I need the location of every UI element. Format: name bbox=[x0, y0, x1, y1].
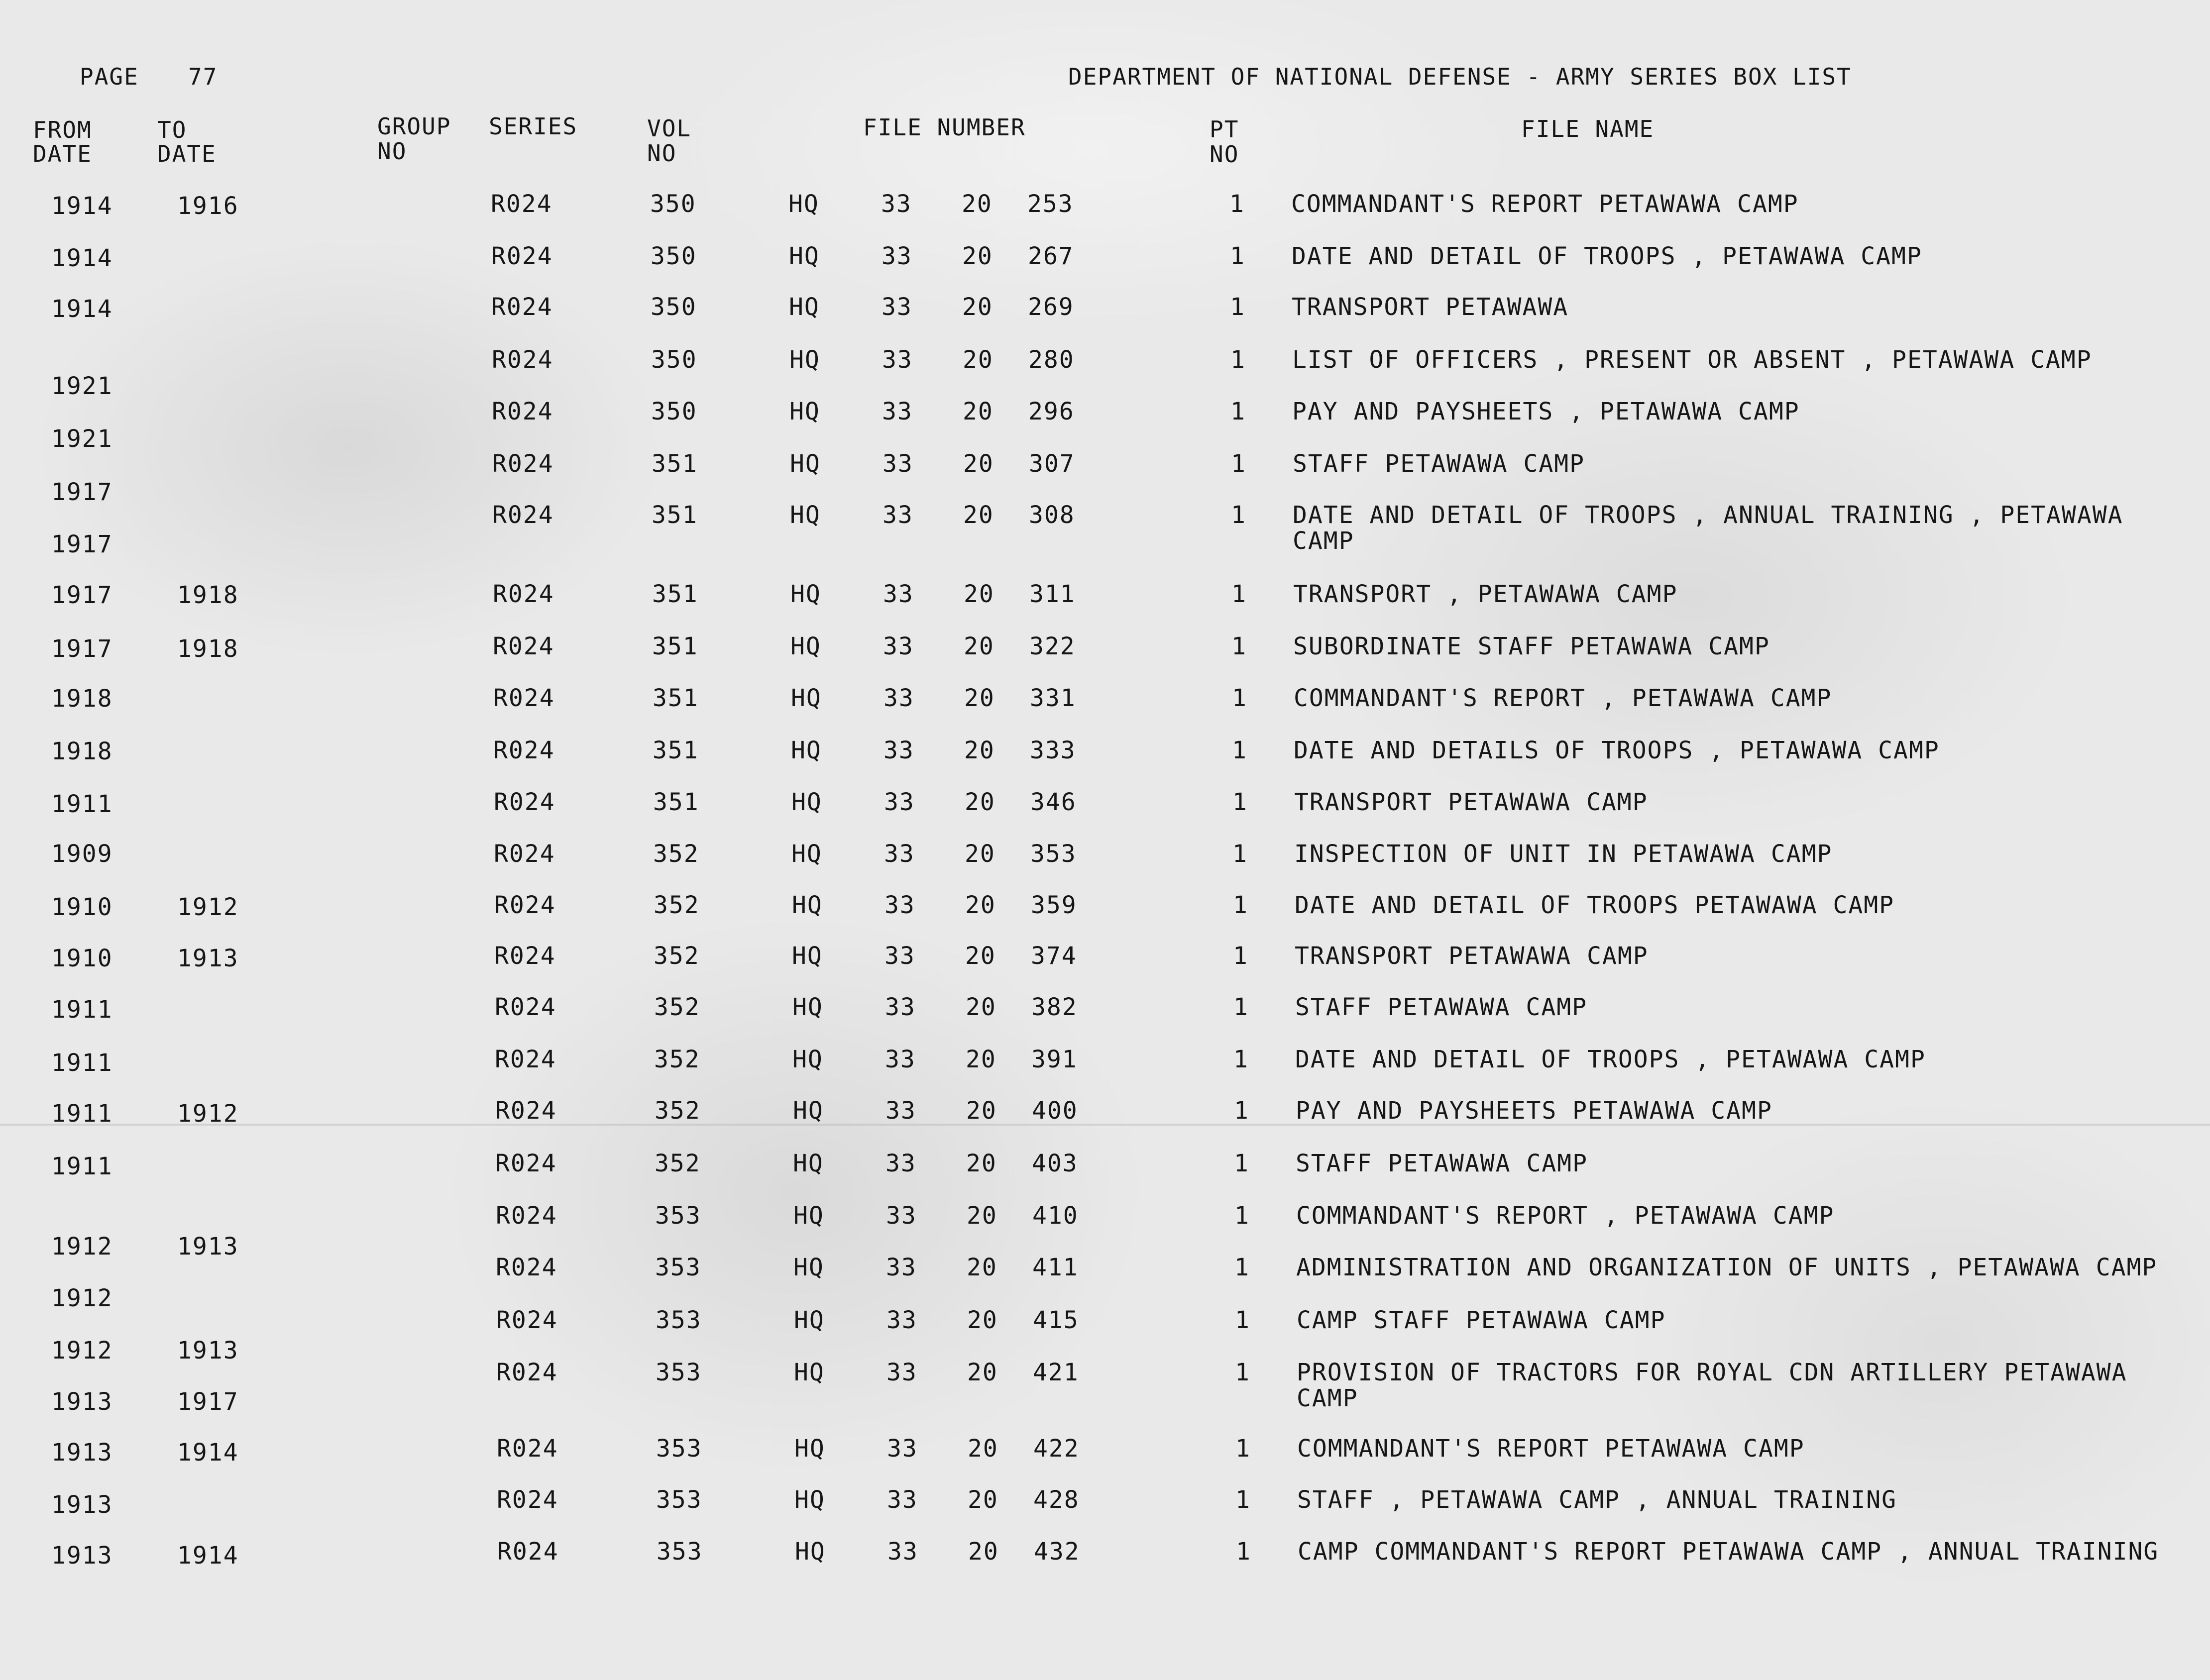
col-group-no-line2: NO bbox=[377, 138, 407, 165]
from-date: 1909 bbox=[51, 840, 113, 868]
vol-cell: 350 bbox=[651, 346, 697, 374]
vol-cell: 350 bbox=[651, 293, 697, 321]
pt-cell: 1 bbox=[1235, 1359, 1250, 1386]
series-cell: R024 bbox=[492, 346, 553, 374]
file-number-part3: 353 bbox=[1030, 840, 1077, 868]
from-date: 1911 bbox=[51, 996, 113, 1024]
vol-cell: 350 bbox=[651, 398, 697, 425]
file-number-part1: 33 bbox=[882, 293, 912, 321]
file-name-cell: DATE AND DETAILS OF TROOPS , PETAWAWA CAMP bbox=[1294, 736, 1940, 764]
from-date: 1911 bbox=[51, 790, 113, 818]
pt-cell: 1 bbox=[1229, 190, 1245, 218]
hq-cell: HQ bbox=[791, 788, 822, 816]
file-number-part1: 33 bbox=[886, 1359, 917, 1386]
series-cell: R024 bbox=[495, 1150, 557, 1177]
series-cell: R024 bbox=[497, 1435, 558, 1463]
file-name-cell: DATE AND DETAIL OF TROOPS , PETAWAWA CAMP bbox=[1292, 242, 1922, 270]
to-date: 1914 bbox=[177, 1542, 239, 1570]
pt-cell: 1 bbox=[1235, 1306, 1250, 1334]
col-to-date-line1: TO bbox=[157, 116, 187, 143]
file-number-part2: 20 bbox=[962, 293, 993, 321]
page-label: PAGE bbox=[80, 63, 139, 90]
file-number-part2: 20 bbox=[968, 1435, 998, 1463]
file-number-part1: 33 bbox=[885, 1046, 916, 1073]
file-number-part2: 20 bbox=[965, 891, 996, 919]
col-pt-no-line2: NO bbox=[1210, 141, 1239, 168]
to-date: 1912 bbox=[177, 893, 239, 921]
vol-cell: 353 bbox=[655, 1254, 701, 1281]
hq-cell: HQ bbox=[790, 450, 821, 478]
series-cell: R024 bbox=[496, 1202, 557, 1230]
pt-cell: 1 bbox=[1230, 346, 1246, 374]
series-cell: R024 bbox=[491, 242, 553, 270]
hq-cell: HQ bbox=[792, 942, 823, 970]
file-number-part1: 33 bbox=[886, 1254, 917, 1281]
from-date: 1918 bbox=[51, 685, 113, 713]
hq-cell: HQ bbox=[792, 891, 823, 919]
file-number-part1: 33 bbox=[885, 1150, 916, 1177]
pt-cell: 1 bbox=[1231, 450, 1246, 478]
pt-cell: 1 bbox=[1232, 840, 1248, 868]
file-number-part3: 267 bbox=[1028, 242, 1074, 270]
file-number-part3: 391 bbox=[1031, 1046, 1078, 1073]
pt-cell: 1 bbox=[1234, 1097, 1249, 1125]
pt-cell: 1 bbox=[1233, 993, 1249, 1021]
file-number-part3: 403 bbox=[1032, 1150, 1078, 1177]
vol-cell: 353 bbox=[657, 1538, 703, 1566]
vol-cell: 353 bbox=[656, 1359, 702, 1386]
file-number-part3: 311 bbox=[1029, 580, 1076, 608]
hq-cell: HQ bbox=[788, 190, 819, 218]
file-name-cell: DATE AND DETAIL OF TROOPS , PETAWAWA CAMP bbox=[1295, 1046, 1926, 1073]
series-cell: R024 bbox=[494, 788, 555, 816]
col-file-number: FILE NUMBER bbox=[863, 114, 1026, 141]
to-date: 1916 bbox=[177, 192, 239, 220]
series-cell: R024 bbox=[491, 293, 553, 321]
hq-cell: HQ bbox=[795, 1538, 826, 1566]
file-number-part2: 20 bbox=[963, 346, 994, 374]
vol-cell: 352 bbox=[654, 891, 700, 919]
pt-cell: 1 bbox=[1233, 942, 1248, 970]
series-cell: R024 bbox=[495, 1097, 557, 1125]
series-cell: R024 bbox=[496, 1306, 558, 1334]
vol-cell: 353 bbox=[656, 1486, 702, 1514]
series-cell: R024 bbox=[492, 398, 553, 425]
hq-cell: HQ bbox=[793, 1097, 824, 1125]
vol-cell: 351 bbox=[652, 450, 698, 478]
from-date: 1911 bbox=[51, 1100, 113, 1128]
file-number-part3: 432 bbox=[1034, 1538, 1080, 1566]
file-number-part2: 20 bbox=[967, 1359, 998, 1386]
file-number-part1: 33 bbox=[884, 684, 914, 712]
file-number-part3: 269 bbox=[1028, 293, 1074, 321]
file-name-cell: STAFF PETAWAWA CAMP bbox=[1295, 993, 1588, 1021]
from-date: 1918 bbox=[51, 737, 113, 765]
hq-cell: HQ bbox=[793, 1202, 824, 1230]
from-date: 1917 bbox=[51, 635, 113, 663]
from-date: 1917 bbox=[51, 478, 113, 506]
file-name-cell: ADMINISTRATION AND ORGANIZATION OF UNITS , PETAWAWA CAMP bbox=[1296, 1254, 2158, 1281]
file-name-cell: COMMANDANT'S REPORT PETAWAWA CAMP bbox=[1291, 190, 1799, 218]
file-number-part2: 20 bbox=[965, 840, 995, 868]
file-number-part2: 20 bbox=[966, 1150, 997, 1177]
file-number-part2: 20 bbox=[964, 736, 995, 764]
file-number-part3: 359 bbox=[1031, 891, 1077, 919]
file-number-part2: 20 bbox=[967, 1254, 997, 1281]
file-number-part2: 20 bbox=[967, 1306, 998, 1334]
file-name-cell: SUBORDINATE STAFF PETAWAWA CAMP bbox=[1293, 632, 1770, 660]
file-name-cell: DATE AND DETAIL OF TROOPS PETAWAWA CAMP bbox=[1295, 891, 1895, 919]
file-number-part1: 33 bbox=[884, 736, 914, 764]
from-date: 1910 bbox=[51, 893, 113, 921]
series-cell: R024 bbox=[494, 840, 555, 868]
series-cell: R024 bbox=[496, 1359, 558, 1386]
from-date: 1917 bbox=[51, 530, 113, 558]
file-name-cell: COMMANDANT'S REPORT , PETAWAWA CAMP bbox=[1296, 1202, 1835, 1230]
file-number-part3: 415 bbox=[1033, 1306, 1079, 1334]
vol-cell: 353 bbox=[656, 1306, 702, 1334]
file-number-part1: 33 bbox=[883, 632, 914, 660]
from-date: 1913 bbox=[51, 1439, 113, 1467]
vol-cell: 352 bbox=[655, 1150, 701, 1177]
series-cell: R024 bbox=[492, 450, 554, 478]
series-cell: R024 bbox=[496, 1254, 557, 1281]
file-number-part1: 33 bbox=[883, 450, 913, 478]
file-name-cell: INSPECTION OF UNIT IN PETAWAWA CAMP bbox=[1294, 840, 1833, 868]
to-date: 1918 bbox=[177, 581, 239, 609]
col-from-date-line1: FROM bbox=[33, 116, 92, 143]
file-number-part3: 400 bbox=[1032, 1097, 1078, 1125]
file-name-cell: DATE AND DETAIL OF TROOPS , ANNUAL TRAINING , PETAWAWA CAMP bbox=[1293, 501, 2123, 555]
file-name-cell: STAFF PETAWAWA CAMP bbox=[1296, 1150, 1588, 1177]
file-name-cell: CAMP STAFF PETAWAWA CAMP bbox=[1297, 1306, 1666, 1334]
file-name-cell: STAFF , PETAWAWA CAMP , ANNUAL TRAINING bbox=[1297, 1486, 1897, 1514]
vol-cell: 351 bbox=[653, 736, 699, 764]
vol-cell: 353 bbox=[656, 1435, 702, 1463]
to-date: 1914 bbox=[177, 1439, 239, 1467]
series-cell: R024 bbox=[491, 190, 552, 218]
file-number-part3: 421 bbox=[1033, 1359, 1079, 1386]
pt-cell: 1 bbox=[1230, 398, 1246, 425]
file-number-part3: 346 bbox=[1030, 788, 1077, 816]
file-number-part1: 33 bbox=[883, 580, 914, 608]
file-number-part3: 411 bbox=[1032, 1254, 1079, 1281]
file-number-part2: 20 bbox=[964, 580, 994, 608]
file-number-part3: 280 bbox=[1028, 346, 1075, 374]
col-series: SERIES bbox=[489, 113, 578, 140]
pt-cell: 1 bbox=[1235, 1486, 1251, 1514]
file-number-part1: 33 bbox=[886, 1202, 917, 1230]
vol-cell: 350 bbox=[651, 242, 697, 270]
file-number-part2: 20 bbox=[968, 1486, 998, 1514]
col-to-date-line2: DATE bbox=[157, 140, 217, 167]
from-date: 1914 bbox=[51, 244, 113, 272]
file-number-part1: 33 bbox=[885, 993, 916, 1021]
file-number-part1: 33 bbox=[885, 1097, 916, 1125]
hq-cell: HQ bbox=[791, 736, 822, 764]
hq-cell: HQ bbox=[789, 398, 820, 425]
vol-cell: 351 bbox=[653, 788, 699, 816]
pt-cell: 1 bbox=[1231, 580, 1247, 608]
from-date: 1913 bbox=[51, 1542, 113, 1570]
hq-cell: HQ bbox=[790, 501, 821, 529]
hq-cell: HQ bbox=[794, 1486, 825, 1514]
vol-cell: 352 bbox=[654, 1046, 700, 1073]
file-number-part2: 20 bbox=[962, 242, 993, 270]
pt-cell: 1 bbox=[1236, 1538, 1251, 1566]
pt-cell: 1 bbox=[1232, 736, 1247, 764]
hq-cell: HQ bbox=[789, 293, 820, 321]
pt-cell: 1 bbox=[1234, 1202, 1250, 1230]
to-date: 1917 bbox=[177, 1388, 239, 1416]
hq-cell: HQ bbox=[794, 1435, 825, 1463]
file-number-part2: 20 bbox=[964, 684, 995, 712]
hq-cell: HQ bbox=[794, 1306, 825, 1334]
file-number-part1: 33 bbox=[884, 891, 915, 919]
file-number-part2: 20 bbox=[964, 632, 994, 660]
vol-cell: 351 bbox=[652, 632, 698, 660]
vol-cell: 353 bbox=[655, 1202, 701, 1230]
from-date: 1911 bbox=[51, 1153, 113, 1180]
hq-cell: HQ bbox=[793, 1254, 824, 1281]
file-number-part1: 33 bbox=[886, 1306, 917, 1334]
series-cell: R024 bbox=[494, 942, 556, 970]
file-number-part3: 374 bbox=[1031, 942, 1077, 970]
file-number-part1: 33 bbox=[884, 788, 915, 816]
file-number-part1: 33 bbox=[887, 1435, 918, 1463]
file-number-part2: 20 bbox=[962, 190, 993, 218]
from-date: 1911 bbox=[51, 1049, 113, 1077]
page-fold-line bbox=[0, 1124, 2210, 1126]
file-name-cell: COMMANDANT'S REPORT , PETAWAWA CAMP bbox=[1294, 684, 1832, 712]
file-number-part2: 20 bbox=[966, 1097, 997, 1125]
series-cell: R024 bbox=[497, 1538, 559, 1566]
file-name-cell: PAY AND PAYSHEETS PETAWAWA CAMP bbox=[1296, 1097, 1772, 1125]
file-number-part2: 20 bbox=[965, 942, 996, 970]
vol-cell: 352 bbox=[655, 1097, 701, 1125]
file-number-part1: 33 bbox=[887, 1486, 918, 1514]
series-cell: R024 bbox=[495, 993, 556, 1021]
file-number-part3: 331 bbox=[1030, 684, 1076, 712]
file-number-part3: 322 bbox=[1029, 632, 1076, 660]
pt-cell: 1 bbox=[1235, 1435, 1251, 1463]
vol-cell: 350 bbox=[650, 190, 696, 218]
hq-cell: HQ bbox=[790, 632, 821, 660]
pt-cell: 1 bbox=[1231, 501, 1246, 529]
file-number-part1: 33 bbox=[881, 190, 912, 218]
from-date: 1914 bbox=[51, 192, 113, 220]
file-name-cell: STAFF PETAWAWA CAMP bbox=[1293, 450, 1585, 478]
to-date: 1912 bbox=[177, 1100, 239, 1128]
hq-cell: HQ bbox=[790, 580, 821, 608]
hq-cell: HQ bbox=[793, 1150, 824, 1177]
file-number-part2: 20 bbox=[966, 1046, 996, 1073]
from-date: 1912 bbox=[51, 1233, 113, 1260]
col-group-no-line1: GROUP bbox=[377, 113, 451, 140]
pt-cell: 1 bbox=[1231, 632, 1247, 660]
file-number-part2: 20 bbox=[968, 1538, 999, 1566]
from-date: 1912 bbox=[51, 1337, 113, 1365]
file-number-part3: 422 bbox=[1033, 1435, 1080, 1463]
vol-cell: 352 bbox=[653, 840, 699, 868]
from-date: 1910 bbox=[51, 945, 113, 972]
series-cell: R024 bbox=[493, 736, 555, 764]
file-name-cell: TRANSPORT PETAWAWA CAMP bbox=[1295, 942, 1649, 970]
series-cell: R024 bbox=[497, 1486, 558, 1514]
hq-cell: HQ bbox=[792, 1046, 823, 1073]
hq-cell: HQ bbox=[792, 993, 823, 1021]
from-date: 1913 bbox=[51, 1388, 113, 1416]
col-file-name: FILE NAME bbox=[1521, 115, 1655, 142]
col-pt-no-line1: PT bbox=[1210, 116, 1239, 143]
pt-cell: 1 bbox=[1233, 1046, 1249, 1073]
hq-cell: HQ bbox=[791, 684, 822, 712]
file-number-part1: 33 bbox=[883, 501, 913, 529]
hq-cell: HQ bbox=[791, 840, 822, 868]
file-number-part3: 428 bbox=[1033, 1486, 1080, 1514]
to-date: 1913 bbox=[177, 945, 239, 972]
vol-cell: 351 bbox=[652, 580, 698, 608]
hq-cell: HQ bbox=[789, 346, 820, 374]
file-number-part1: 33 bbox=[882, 398, 913, 425]
from-date: 1914 bbox=[51, 295, 113, 323]
from-date: 1912 bbox=[51, 1284, 113, 1312]
file-number-part1: 33 bbox=[887, 1538, 918, 1566]
file-number-part2: 20 bbox=[963, 398, 994, 425]
file-name-cell: PAY AND PAYSHEETS , PETAWAWA CAMP bbox=[1292, 398, 1800, 425]
file-number-part1: 33 bbox=[884, 840, 915, 868]
series-cell: R024 bbox=[493, 580, 554, 608]
file-number-part2: 20 bbox=[963, 501, 994, 529]
series-cell: R024 bbox=[494, 891, 556, 919]
hq-cell: HQ bbox=[789, 242, 820, 270]
from-date: 1917 bbox=[51, 581, 113, 609]
document-title: DEPARTMENT OF NATIONAL DEFENSE - ARMY SERIES BOX LIST bbox=[1068, 63, 1852, 90]
file-name-cell: LIST OF OFFICERS , PRESENT OR ABSENT , PETAWAWA CAMP bbox=[1292, 346, 2092, 374]
file-name-cell: TRANSPORT PETAWAWA CAMP bbox=[1294, 788, 1648, 816]
pt-cell: 1 bbox=[1234, 1150, 1249, 1177]
file-number-part3: 307 bbox=[1029, 450, 1075, 478]
file-number-part3: 410 bbox=[1032, 1202, 1079, 1230]
vol-cell: 351 bbox=[652, 501, 698, 529]
vol-cell: 351 bbox=[653, 684, 699, 712]
file-name-cell: TRANSPORT PETAWAWA bbox=[1292, 293, 1569, 321]
series-cell: R024 bbox=[495, 1046, 556, 1073]
file-number-part3: 308 bbox=[1029, 501, 1075, 529]
pt-cell: 1 bbox=[1232, 788, 1248, 816]
file-number-part3: 333 bbox=[1030, 736, 1076, 764]
col-from-date-line2: DATE bbox=[33, 140, 92, 167]
file-number-part1: 33 bbox=[882, 346, 913, 374]
file-number-part3: 382 bbox=[1031, 993, 1078, 1021]
series-cell: R024 bbox=[493, 684, 555, 712]
pt-cell: 1 bbox=[1230, 293, 1245, 321]
hq-cell: HQ bbox=[794, 1359, 825, 1386]
vol-cell: 352 bbox=[654, 993, 700, 1021]
file-name-cell: PROVISION OF TRACTORS FOR ROYAL CDN ARTILLERY PETAWAWA CAMP bbox=[1297, 1359, 2127, 1412]
file-name-cell: CAMP COMMANDANT'S REPORT PETAWAWA CAMP , ANNUAL TRAINING bbox=[1298, 1538, 2159, 1566]
vol-cell: 352 bbox=[654, 942, 700, 970]
from-date: 1921 bbox=[51, 372, 113, 400]
file-number-part1: 33 bbox=[882, 242, 912, 270]
from-date: 1913 bbox=[51, 1491, 113, 1519]
pt-cell: 1 bbox=[1233, 891, 1248, 919]
series-cell: R024 bbox=[492, 501, 554, 529]
file-name-cell: TRANSPORT , PETAWAWA CAMP bbox=[1293, 580, 1678, 608]
file-number-part2: 20 bbox=[965, 788, 995, 816]
series-cell: R024 bbox=[493, 632, 554, 660]
col-vol-no-line1: VOL bbox=[647, 115, 692, 142]
pt-cell: 1 bbox=[1232, 684, 1247, 712]
file-number-part3: 253 bbox=[1027, 190, 1074, 218]
pt-cell: 1 bbox=[1234, 1254, 1250, 1281]
file-number-part1: 33 bbox=[884, 942, 915, 970]
file-number-part2: 20 bbox=[967, 1202, 997, 1230]
page-number: 77 bbox=[188, 63, 218, 90]
to-date: 1918 bbox=[177, 635, 239, 663]
to-date: 1913 bbox=[177, 1233, 239, 1260]
col-vol-no-line2: NO bbox=[647, 140, 677, 167]
file-name-cell: COMMANDANT'S REPORT PETAWAWA CAMP bbox=[1297, 1435, 1805, 1463]
to-date: 1913 bbox=[177, 1337, 239, 1365]
file-number-part2: 20 bbox=[966, 993, 996, 1021]
pt-cell: 1 bbox=[1230, 242, 1245, 270]
file-number-part2: 20 bbox=[963, 450, 994, 478]
file-number-part3: 296 bbox=[1028, 398, 1075, 425]
from-date: 1921 bbox=[51, 425, 113, 453]
